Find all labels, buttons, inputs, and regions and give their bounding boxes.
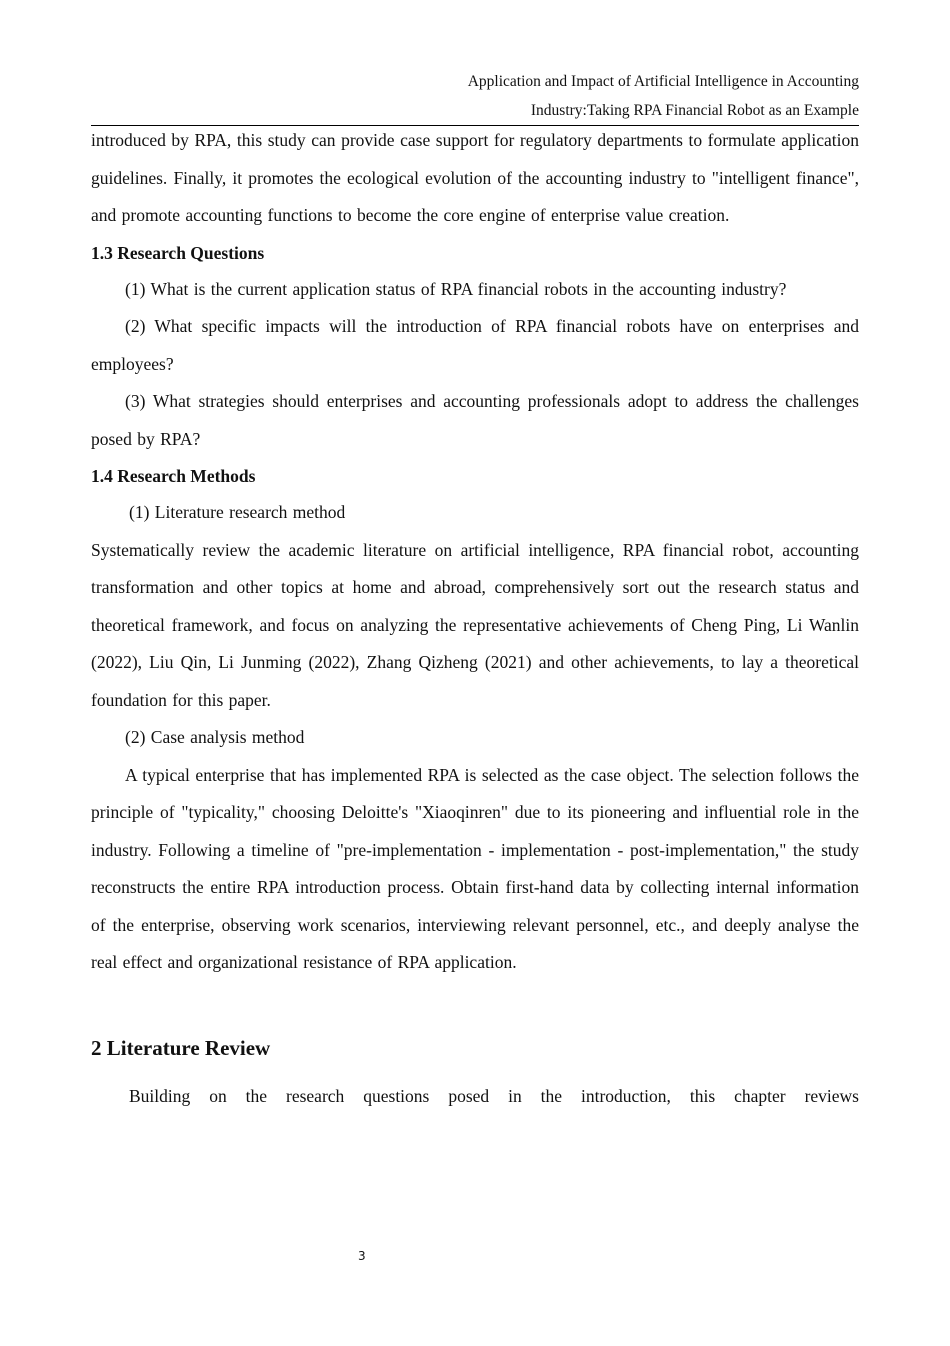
running-header (91, 67, 859, 126)
running-header-line-2: Industry:Taking RPA Financial Robot as an Example (530, 102, 859, 119)
heading-1-4-research-methods: 1.4 Research Methods (91, 466, 256, 486)
method-1-title: (1) Literature research method (129, 502, 346, 522)
method-2-title: (2) Case analysis method (125, 727, 305, 747)
research-question-1: (1) What is the current application status of RPA financial robots in the accounting industry? (125, 278, 787, 299)
paragraph-intro-continuation: introduced by RPA, this study can provide case support for regulatory departments to formulate application guidelines. Finally, it promotes the ecological evolution of the accounting industry to "intelligent finance", and promote accounting functions to become the core engine of enterprise value creation. (91, 130, 859, 225)
research-question-2: (2) What specific impacts will the introduction of RPA financial robots have on enterprises and employees? (91, 316, 859, 374)
research-question-3: (3) What strategies should enterprises and accounting professionals adopt to address the challenges posed by RPA? (91, 391, 859, 449)
method-1-body: Systematically review the academic literature on artificial intelligence, RPA financial robot, accounting transformation and other topics at home and abroad, comprehensively sort out the research status and theoretical framework, and focus on analyzing the representative achievements of Cheng Ping, Li Wanlin (2022), Liu Qin, Li Junming (2022), Zhang Qizheng (2021) and other achievements, to lay a theoretical foundation for this paper. (91, 539, 859, 710)
page-number: 3 (358, 1249, 366, 1263)
heading-1-3-research-questions: 1.3 Research Questions (91, 242, 265, 263)
heading-2-literature-review: 2 Literature Review (91, 1035, 271, 1060)
method-2-body: A typical enterprise that has implemented RPA is selected as the case object. The selection follows the principle of "typicality," choosing Deloitte's "Xiaoqinren" due to its pioneering and influential role in the industry. Following a timeline of "pre-implementation - implementation - post-implementation," the study reconstructs the entire RPA introduction process. Obtain first-hand data by collecting internal information of the enterprise, observing work scenarios, interviewing relevant personnel, etc., and deeply analyse the real effect and organizational resistance of RPA application. (91, 764, 859, 972)
running-header-line-1: Application and Impact of Artificial Intelligence in Accounting (467, 73, 859, 90)
paragraph-literature-review-start: Building on the research questions posed in the introduction, this chapter reviews (129, 1085, 859, 1106)
main-body (91, 122, 859, 1115)
